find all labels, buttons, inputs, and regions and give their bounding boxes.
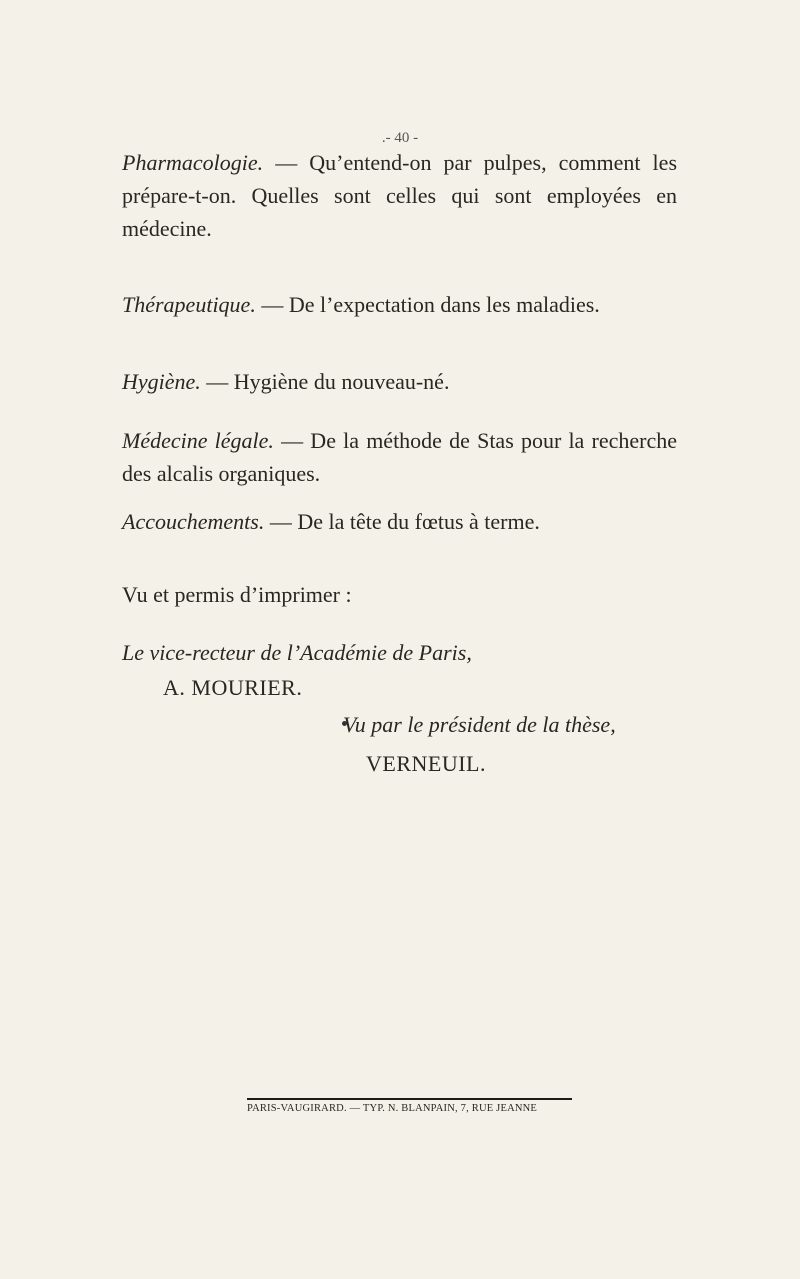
printer-imprint: PARIS-VAUGIRARD. — TYP. N. BLANPAIN, 7, RUE JEANNE bbox=[247, 1103, 538, 1114]
topic-subject: Thérapeutique. bbox=[122, 292, 256, 317]
topic-hygiene bbox=[122, 365, 677, 398]
topic-subject: Pharmacologie. bbox=[122, 150, 264, 175]
president-title: Vu par le président de la thèse, bbox=[343, 712, 616, 737]
vice-rector-name: A. MOURIER. bbox=[163, 675, 303, 700]
topic-accouchements bbox=[122, 505, 677, 538]
vice-rector-title: Le vice-recteur de l’Académie de Paris, bbox=[122, 640, 472, 665]
topic-text: — Qu’entend-on par pulpes, comment les prépare-t-on. Quelles sont celles qui sont employées en médecine. bbox=[122, 150, 677, 241]
printer-rule bbox=[247, 1098, 572, 1100]
topic-text: — De la tête du fœtus à terme. bbox=[264, 509, 540, 534]
topic-pharmacologie bbox=[122, 146, 677, 245]
topic-medecine-legale bbox=[122, 424, 677, 490]
topic-text: — Hygiène du nouveau-né. bbox=[200, 369, 450, 394]
topic-subject: Médecine légale. bbox=[122, 428, 274, 453]
topic-text: — De l’expectation dans les maladies. bbox=[255, 292, 600, 317]
topic-subject: Accouchements. bbox=[122, 509, 265, 534]
topic-text: — De la méthode de Stas pour la recherche des alcalis organiques. bbox=[122, 428, 677, 486]
president-name: VERNEUIL. bbox=[366, 751, 486, 776]
topic-subject: Hygiène. bbox=[122, 369, 201, 394]
imprimatur-line: Vu et permis d’imprimer : bbox=[122, 582, 352, 607]
page-number: .- 40 - bbox=[381, 130, 419, 146]
topic-therapeutique bbox=[122, 288, 677, 321]
